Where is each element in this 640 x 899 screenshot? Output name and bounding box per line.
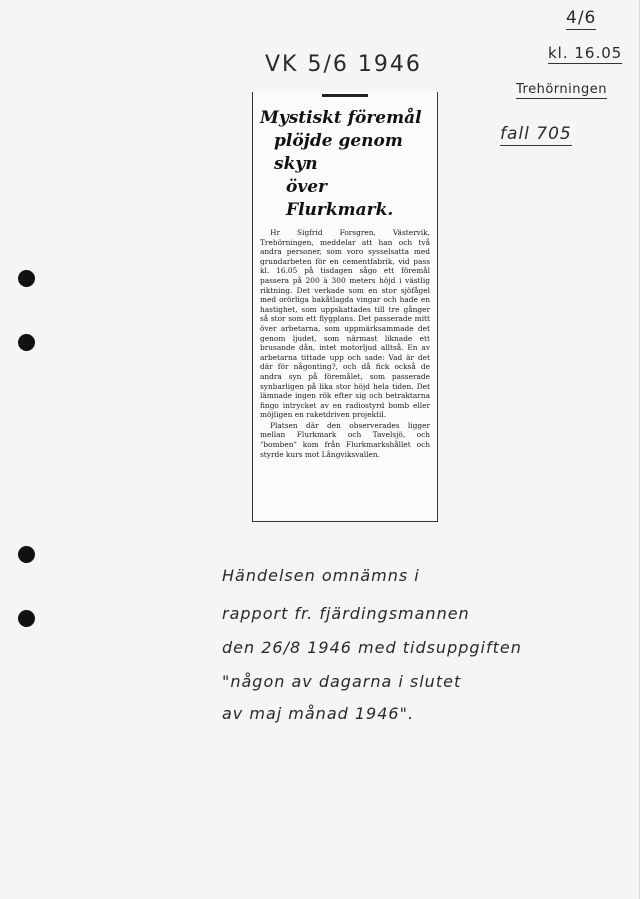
- note-line-2: rapport fr. fjärdingsmannen: [222, 604, 470, 623]
- binder-hole-2: [18, 334, 35, 351]
- note-line-5: av maj månad 1946".: [222, 704, 415, 723]
- note-line-3: den 26/8 1946 med tidsuppgiften: [222, 638, 522, 657]
- headline-line-1: Mystiskt föremål: [260, 108, 422, 128]
- article-paragraph-2: Platsen där den observerades ligger mellan Flurkmark och Tavelsjö, och "bomben" kom från Flurkmarkshållet och styrde kurs mot Långviksvallen.: [260, 420, 430, 459]
- headline-line-2: plöjde genom skyn: [274, 131, 403, 174]
- margin-place: Trehörningen: [516, 82, 607, 97]
- clipping-top-rule: [322, 94, 368, 97]
- binder-hole-4: [18, 610, 35, 627]
- newspaper-clipping: [252, 92, 438, 522]
- clipping-headline: [260, 107, 430, 222]
- source-stamp: VK 5/6 1946: [265, 52, 422, 77]
- binder-hole-3: [18, 546, 35, 563]
- margin-time: kl. 16.05: [548, 44, 623, 62]
- note-line-1: Händelsen omnämns i: [222, 566, 420, 585]
- headline-line-3: över Flurkmark.: [286, 177, 394, 220]
- margin-date: 4/6: [566, 8, 597, 28]
- binder-hole-1: [18, 270, 35, 287]
- note-line-4: "någon av dagarna i slutet: [222, 672, 462, 691]
- article-paragraph-1: Hr Sigfrid Forsgren, Västervik, Trehörningen, meddelar att han och två andra personer, som voro sysselsatta med grundarbeten för en cementfabrik, vid pass kl. 16.05 på tisdagen sågo ett föremål passera på 200 à 300 meters höjd i västlig riktning. Det verkade som en stor sjöfågel med orörliga bakåtlagda vingar och hade en hastighet, som uppskattades till tre gånger så stor som ett flygplans. Det passerade mitt över arbetarna, som uppmärksammade det genom ljudet, som närmast liknade ett brusande dån, intet motorljud alltså. En av arbetarna tittade upp och sade: Vad är det där för någonting?, och då fick också de andra syn på föremålet, som passerade synbarligen på lika stor höjd hela tiden. Det lämnade ingen rök efter sig och betraktarna fingo intrycket av en radiostyrd bomb eller möjligen en raketdriven projektil.: [260, 228, 430, 420]
- margin-case: fall 705: [500, 124, 572, 144]
